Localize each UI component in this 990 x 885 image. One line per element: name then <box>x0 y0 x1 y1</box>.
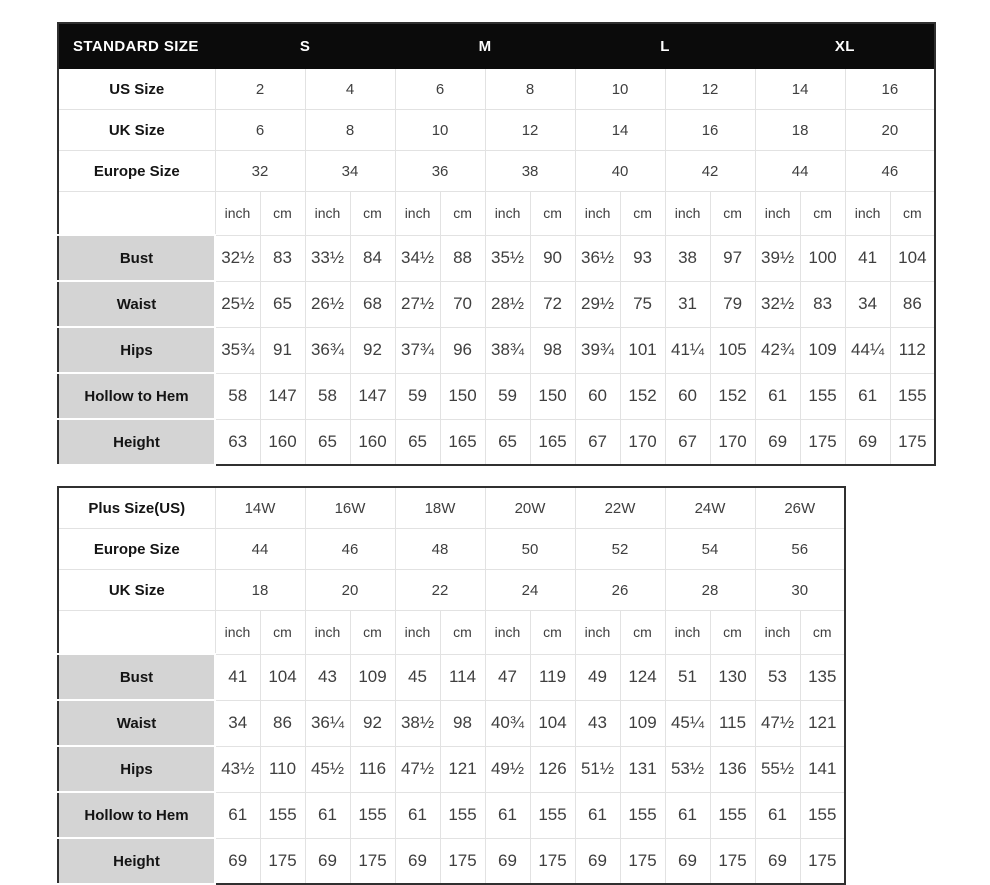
size-cell: 28 <box>665 570 755 611</box>
measure-cell: 38½ <box>395 700 440 746</box>
measure-cell: 47 <box>485 654 530 700</box>
size-cell: 52 <box>575 529 665 570</box>
measure-cell: 61 <box>305 792 350 838</box>
measure-cell: 51 <box>665 654 710 700</box>
measure-cell: 121 <box>440 746 485 792</box>
measure-cell: 101 <box>620 327 665 373</box>
measure-cell: 61 <box>665 792 710 838</box>
measure-cell: 61 <box>845 373 890 419</box>
unit-cell: cm <box>350 192 395 236</box>
measure-cell: 155 <box>350 792 395 838</box>
measure-cell: 152 <box>620 373 665 419</box>
measure-cell: 67 <box>575 419 620 465</box>
measure-cell: 43 <box>575 700 620 746</box>
standard-size-table <box>57 22 936 466</box>
measure-cell: 35½ <box>485 235 530 281</box>
measure-cell: 39½ <box>755 235 800 281</box>
measure-cell: 131 <box>620 746 665 792</box>
measure-row <box>58 419 935 465</box>
measure-cell: 58 <box>305 373 350 419</box>
measure-row <box>58 373 935 419</box>
measure-cell: 59 <box>395 373 440 419</box>
size-cell: 44 <box>755 151 845 192</box>
measure-row <box>58 700 845 746</box>
measure-cell: 59 <box>485 373 530 419</box>
measure-cell: 92 <box>350 700 395 746</box>
measure-cell: 43 <box>305 654 350 700</box>
size-cell: 14 <box>575 110 665 151</box>
size-cell: 20 <box>845 110 935 151</box>
measure-cell: 61 <box>575 792 620 838</box>
unit-cell: inch <box>665 192 710 236</box>
measure-cell: 98 <box>440 700 485 746</box>
unit-cell: cm <box>440 611 485 655</box>
measure-cell: 83 <box>800 281 845 327</box>
measure-cell: 61 <box>755 373 800 419</box>
measure-cell: 34 <box>845 281 890 327</box>
measure-cell: 141 <box>800 746 845 792</box>
measure-cell: 155 <box>260 792 305 838</box>
measure-cell: 83 <box>260 235 305 281</box>
unit-cell: cm <box>530 192 575 236</box>
measure-cell: 49 <box>575 654 620 700</box>
size-cell: 36 <box>395 151 485 192</box>
measure-cell: 91 <box>260 327 305 373</box>
size-cell: 38 <box>485 151 575 192</box>
measure-cell: 69 <box>575 838 620 884</box>
measure-cell: 38 <box>665 235 710 281</box>
size-cell: 10 <box>575 69 665 110</box>
measure-row <box>58 281 935 327</box>
size-cell: 22W <box>575 487 665 529</box>
measure-cell: 175 <box>350 838 395 884</box>
row-label: Bust <box>58 654 215 700</box>
row-label-empty <box>58 192 215 236</box>
row-label: Hollow to Hem <box>58 792 215 838</box>
unit-cell: inch <box>575 192 620 236</box>
measure-cell: 37¾ <box>395 327 440 373</box>
table-title: STANDARD SIZE <box>58 23 215 69</box>
unit-cell: inch <box>215 611 260 655</box>
row-label: Hips <box>58 327 215 373</box>
size-cell: 44 <box>215 529 305 570</box>
measure-cell: 165 <box>440 419 485 465</box>
measure-cell: 36½ <box>575 235 620 281</box>
size-row <box>58 151 935 192</box>
measure-cell: 32½ <box>755 281 800 327</box>
measure-cell: 170 <box>710 419 755 465</box>
measure-cell: 41¼ <box>665 327 710 373</box>
unit-cell: cm <box>710 611 755 655</box>
size-row <box>58 110 935 151</box>
measure-cell: 61 <box>395 792 440 838</box>
size-cell: 50 <box>485 529 575 570</box>
measure-cell: 33½ <box>305 235 350 281</box>
measure-cell: 119 <box>530 654 575 700</box>
measure-cell: 65 <box>305 419 350 465</box>
row-label: Waist <box>58 281 215 327</box>
measure-cell: 60 <box>665 373 710 419</box>
measure-cell: 88 <box>440 235 485 281</box>
row-label: UK Size <box>58 110 215 151</box>
size-cell: 12 <box>485 110 575 151</box>
size-cell: 20 <box>305 570 395 611</box>
measure-cell: 170 <box>620 419 665 465</box>
measure-cell: 175 <box>440 838 485 884</box>
size-cell: 40 <box>575 151 665 192</box>
measure-cell: 27½ <box>395 281 440 327</box>
unit-cell: cm <box>620 192 665 236</box>
measure-cell: 65 <box>260 281 305 327</box>
measure-cell: 175 <box>710 838 755 884</box>
size-cell: 46 <box>845 151 935 192</box>
unit-cell: inch <box>845 192 890 236</box>
measure-cell: 65 <box>485 419 530 465</box>
row-label: US Size <box>58 69 215 110</box>
measure-cell: 36¾ <box>305 327 350 373</box>
measure-cell: 79 <box>710 281 755 327</box>
column-band-m: M <box>395 23 575 69</box>
measure-cell: 53 <box>755 654 800 700</box>
size-cell: 22 <box>395 570 485 611</box>
measure-cell: 58 <box>215 373 260 419</box>
measure-cell: 155 <box>800 373 845 419</box>
unit-cell: cm <box>620 611 665 655</box>
row-label: Plus Size(US) <box>58 487 215 529</box>
measure-cell: 34 <box>215 700 260 746</box>
unit-cell: cm <box>260 611 305 655</box>
measure-cell: 34½ <box>395 235 440 281</box>
measure-cell: 32½ <box>215 235 260 281</box>
measure-cell: 26½ <box>305 281 350 327</box>
size-row <box>58 529 845 570</box>
size-cell: 26W <box>755 487 845 529</box>
measure-cell: 60 <box>575 373 620 419</box>
row-label: Height <box>58 838 215 884</box>
unit-cell: cm <box>800 192 845 236</box>
size-row <box>58 570 845 611</box>
measure-cell: 124 <box>620 654 665 700</box>
measure-cell: 39¾ <box>575 327 620 373</box>
unit-cell: inch <box>755 192 800 236</box>
measure-cell: 160 <box>350 419 395 465</box>
size-cell: 56 <box>755 529 845 570</box>
size-cell: 14W <box>215 487 305 529</box>
measure-cell: 175 <box>620 838 665 884</box>
size-cell: 54 <box>665 529 755 570</box>
measure-cell: 100 <box>800 235 845 281</box>
measure-cell: 36¼ <box>305 700 350 746</box>
size-cell: 42 <box>665 151 755 192</box>
measure-cell: 29½ <box>575 281 620 327</box>
measure-cell: 86 <box>890 281 935 327</box>
measure-cell: 31 <box>665 281 710 327</box>
size-cell: 6 <box>215 110 305 151</box>
measure-cell: 136 <box>710 746 755 792</box>
unit-cell: inch <box>485 611 530 655</box>
measure-cell: 53½ <box>665 746 710 792</box>
size-cell: 18 <box>215 570 305 611</box>
row-label: Waist <box>58 700 215 746</box>
measure-cell: 45½ <box>305 746 350 792</box>
column-band-l: L <box>575 23 755 69</box>
size-cell: 32 <box>215 151 305 192</box>
measure-cell: 49½ <box>485 746 530 792</box>
measure-row <box>58 792 845 838</box>
measure-cell: 41 <box>845 235 890 281</box>
measure-cell: 51½ <box>575 746 620 792</box>
row-label: UK Size <box>58 570 215 611</box>
size-cell: 6 <box>395 69 485 110</box>
measure-cell: 150 <box>530 373 575 419</box>
measure-cell: 121 <box>800 700 845 746</box>
measure-cell: 175 <box>890 419 935 465</box>
size-cell: 24 <box>485 570 575 611</box>
unit-cell: cm <box>800 611 845 655</box>
size-cell: 10 <box>395 110 485 151</box>
size-cell: 8 <box>305 110 395 151</box>
unit-cell: inch <box>305 192 350 236</box>
measure-cell: 155 <box>530 792 575 838</box>
plus-size-table <box>57 486 846 885</box>
measure-cell: 104 <box>260 654 305 700</box>
measure-cell: 69 <box>215 838 260 884</box>
measure-cell: 84 <box>350 235 395 281</box>
measure-cell: 175 <box>530 838 575 884</box>
measure-cell: 35¾ <box>215 327 260 373</box>
measure-cell: 112 <box>890 327 935 373</box>
size-cell: 16 <box>665 110 755 151</box>
measure-cell: 55½ <box>755 746 800 792</box>
size-cell: 18W <box>395 487 485 529</box>
row-label: Height <box>58 419 215 465</box>
measure-cell: 72 <box>530 281 575 327</box>
measure-cell: 45¼ <box>665 700 710 746</box>
header-band <box>58 23 935 69</box>
measure-cell: 69 <box>485 838 530 884</box>
unit-cell: inch <box>755 611 800 655</box>
row-label: Bust <box>58 235 215 281</box>
measure-cell: 175 <box>800 838 845 884</box>
measure-cell: 135 <box>800 654 845 700</box>
size-cell: 18 <box>755 110 845 151</box>
measure-cell: 40¾ <box>485 700 530 746</box>
measure-cell: 155 <box>440 792 485 838</box>
unit-row <box>58 611 845 655</box>
measure-row <box>58 654 845 700</box>
measure-cell: 61 <box>485 792 530 838</box>
unit-row <box>58 192 935 236</box>
row-label: Hollow to Hem <box>58 373 215 419</box>
measure-cell: 86 <box>260 700 305 746</box>
measure-cell: 63 <box>215 419 260 465</box>
measure-cell: 175 <box>260 838 305 884</box>
measure-cell: 98 <box>530 327 575 373</box>
unit-cell: cm <box>260 192 305 236</box>
measure-cell: 68 <box>350 281 395 327</box>
measure-cell: 175 <box>800 419 845 465</box>
unit-cell: inch <box>575 611 620 655</box>
measure-cell: 69 <box>755 838 800 884</box>
measure-cell: 69 <box>305 838 350 884</box>
measure-cell: 104 <box>890 235 935 281</box>
measure-cell: 43½ <box>215 746 260 792</box>
measure-cell: 110 <box>260 746 305 792</box>
unit-cell: inch <box>215 192 260 236</box>
size-cell: 20W <box>485 487 575 529</box>
measure-cell: 70 <box>440 281 485 327</box>
measure-cell: 41 <box>215 654 260 700</box>
unit-cell: inch <box>395 611 440 655</box>
measure-cell: 45 <box>395 654 440 700</box>
measure-cell: 42¾ <box>755 327 800 373</box>
unit-cell: inch <box>395 192 440 236</box>
measure-row <box>58 327 935 373</box>
measure-cell: 93 <box>620 235 665 281</box>
size-cell: 12 <box>665 69 755 110</box>
measure-cell: 155 <box>800 792 845 838</box>
unit-cell: cm <box>440 192 485 236</box>
unit-cell: inch <box>665 611 710 655</box>
measure-cell: 130 <box>710 654 755 700</box>
measure-cell: 152 <box>710 373 755 419</box>
size-row <box>58 487 845 529</box>
size-row <box>58 69 935 110</box>
measure-cell: 165 <box>530 419 575 465</box>
unit-cell: inch <box>305 611 350 655</box>
measure-cell: 96 <box>440 327 485 373</box>
unit-cell: inch <box>485 192 530 236</box>
measure-cell: 105 <box>710 327 755 373</box>
measure-cell: 92 <box>350 327 395 373</box>
measure-cell: 38¾ <box>485 327 530 373</box>
measure-cell: 155 <box>890 373 935 419</box>
measure-cell: 25½ <box>215 281 260 327</box>
measure-cell: 61 <box>215 792 260 838</box>
measure-cell: 75 <box>620 281 665 327</box>
measure-cell: 104 <box>530 700 575 746</box>
size-cell: 30 <box>755 570 845 611</box>
measure-cell: 47½ <box>755 700 800 746</box>
measure-cell: 147 <box>260 373 305 419</box>
unit-cell: cm <box>350 611 395 655</box>
measure-cell: 65 <box>395 419 440 465</box>
measure-cell: 69 <box>395 838 440 884</box>
measure-cell: 69 <box>845 419 890 465</box>
measure-cell: 155 <box>620 792 665 838</box>
size-cell: 16W <box>305 487 395 529</box>
unit-cell: cm <box>530 611 575 655</box>
measure-cell: 155 <box>710 792 755 838</box>
measure-row <box>58 838 845 884</box>
measure-cell: 69 <box>665 838 710 884</box>
size-cell: 8 <box>485 69 575 110</box>
size-cell: 26 <box>575 570 665 611</box>
size-cell: 34 <box>305 151 395 192</box>
measure-cell: 150 <box>440 373 485 419</box>
measure-cell: 28½ <box>485 281 530 327</box>
row-label: Europe Size <box>58 151 215 192</box>
measure-cell: 160 <box>260 419 305 465</box>
size-cell: 4 <box>305 69 395 110</box>
measure-cell: 115 <box>710 700 755 746</box>
measure-cell: 109 <box>800 327 845 373</box>
unit-cell: cm <box>890 192 935 236</box>
measure-cell: 109 <box>620 700 665 746</box>
measure-cell: 126 <box>530 746 575 792</box>
row-label-empty <box>58 611 215 655</box>
measure-cell: 44¼ <box>845 327 890 373</box>
size-cell: 46 <box>305 529 395 570</box>
unit-cell: cm <box>710 192 755 236</box>
measure-cell: 67 <box>665 419 710 465</box>
measure-cell: 116 <box>350 746 395 792</box>
size-cell: 2 <box>215 69 305 110</box>
measure-cell: 114 <box>440 654 485 700</box>
measure-cell: 147 <box>350 373 395 419</box>
measure-cell: 47½ <box>395 746 440 792</box>
measure-cell: 61 <box>755 792 800 838</box>
row-label: Hips <box>58 746 215 792</box>
size-cell: 14 <box>755 69 845 110</box>
measure-row <box>58 235 935 281</box>
measure-cell: 90 <box>530 235 575 281</box>
column-band-s: S <box>215 23 395 69</box>
size-cell: 48 <box>395 529 485 570</box>
measure-cell: 69 <box>755 419 800 465</box>
measure-cell: 109 <box>350 654 395 700</box>
row-label: Europe Size <box>58 529 215 570</box>
measure-row <box>58 746 845 792</box>
measure-cell: 97 <box>710 235 755 281</box>
column-band-xl: XL <box>755 23 935 69</box>
size-cell: 24W <box>665 487 755 529</box>
size-cell: 16 <box>845 69 935 110</box>
